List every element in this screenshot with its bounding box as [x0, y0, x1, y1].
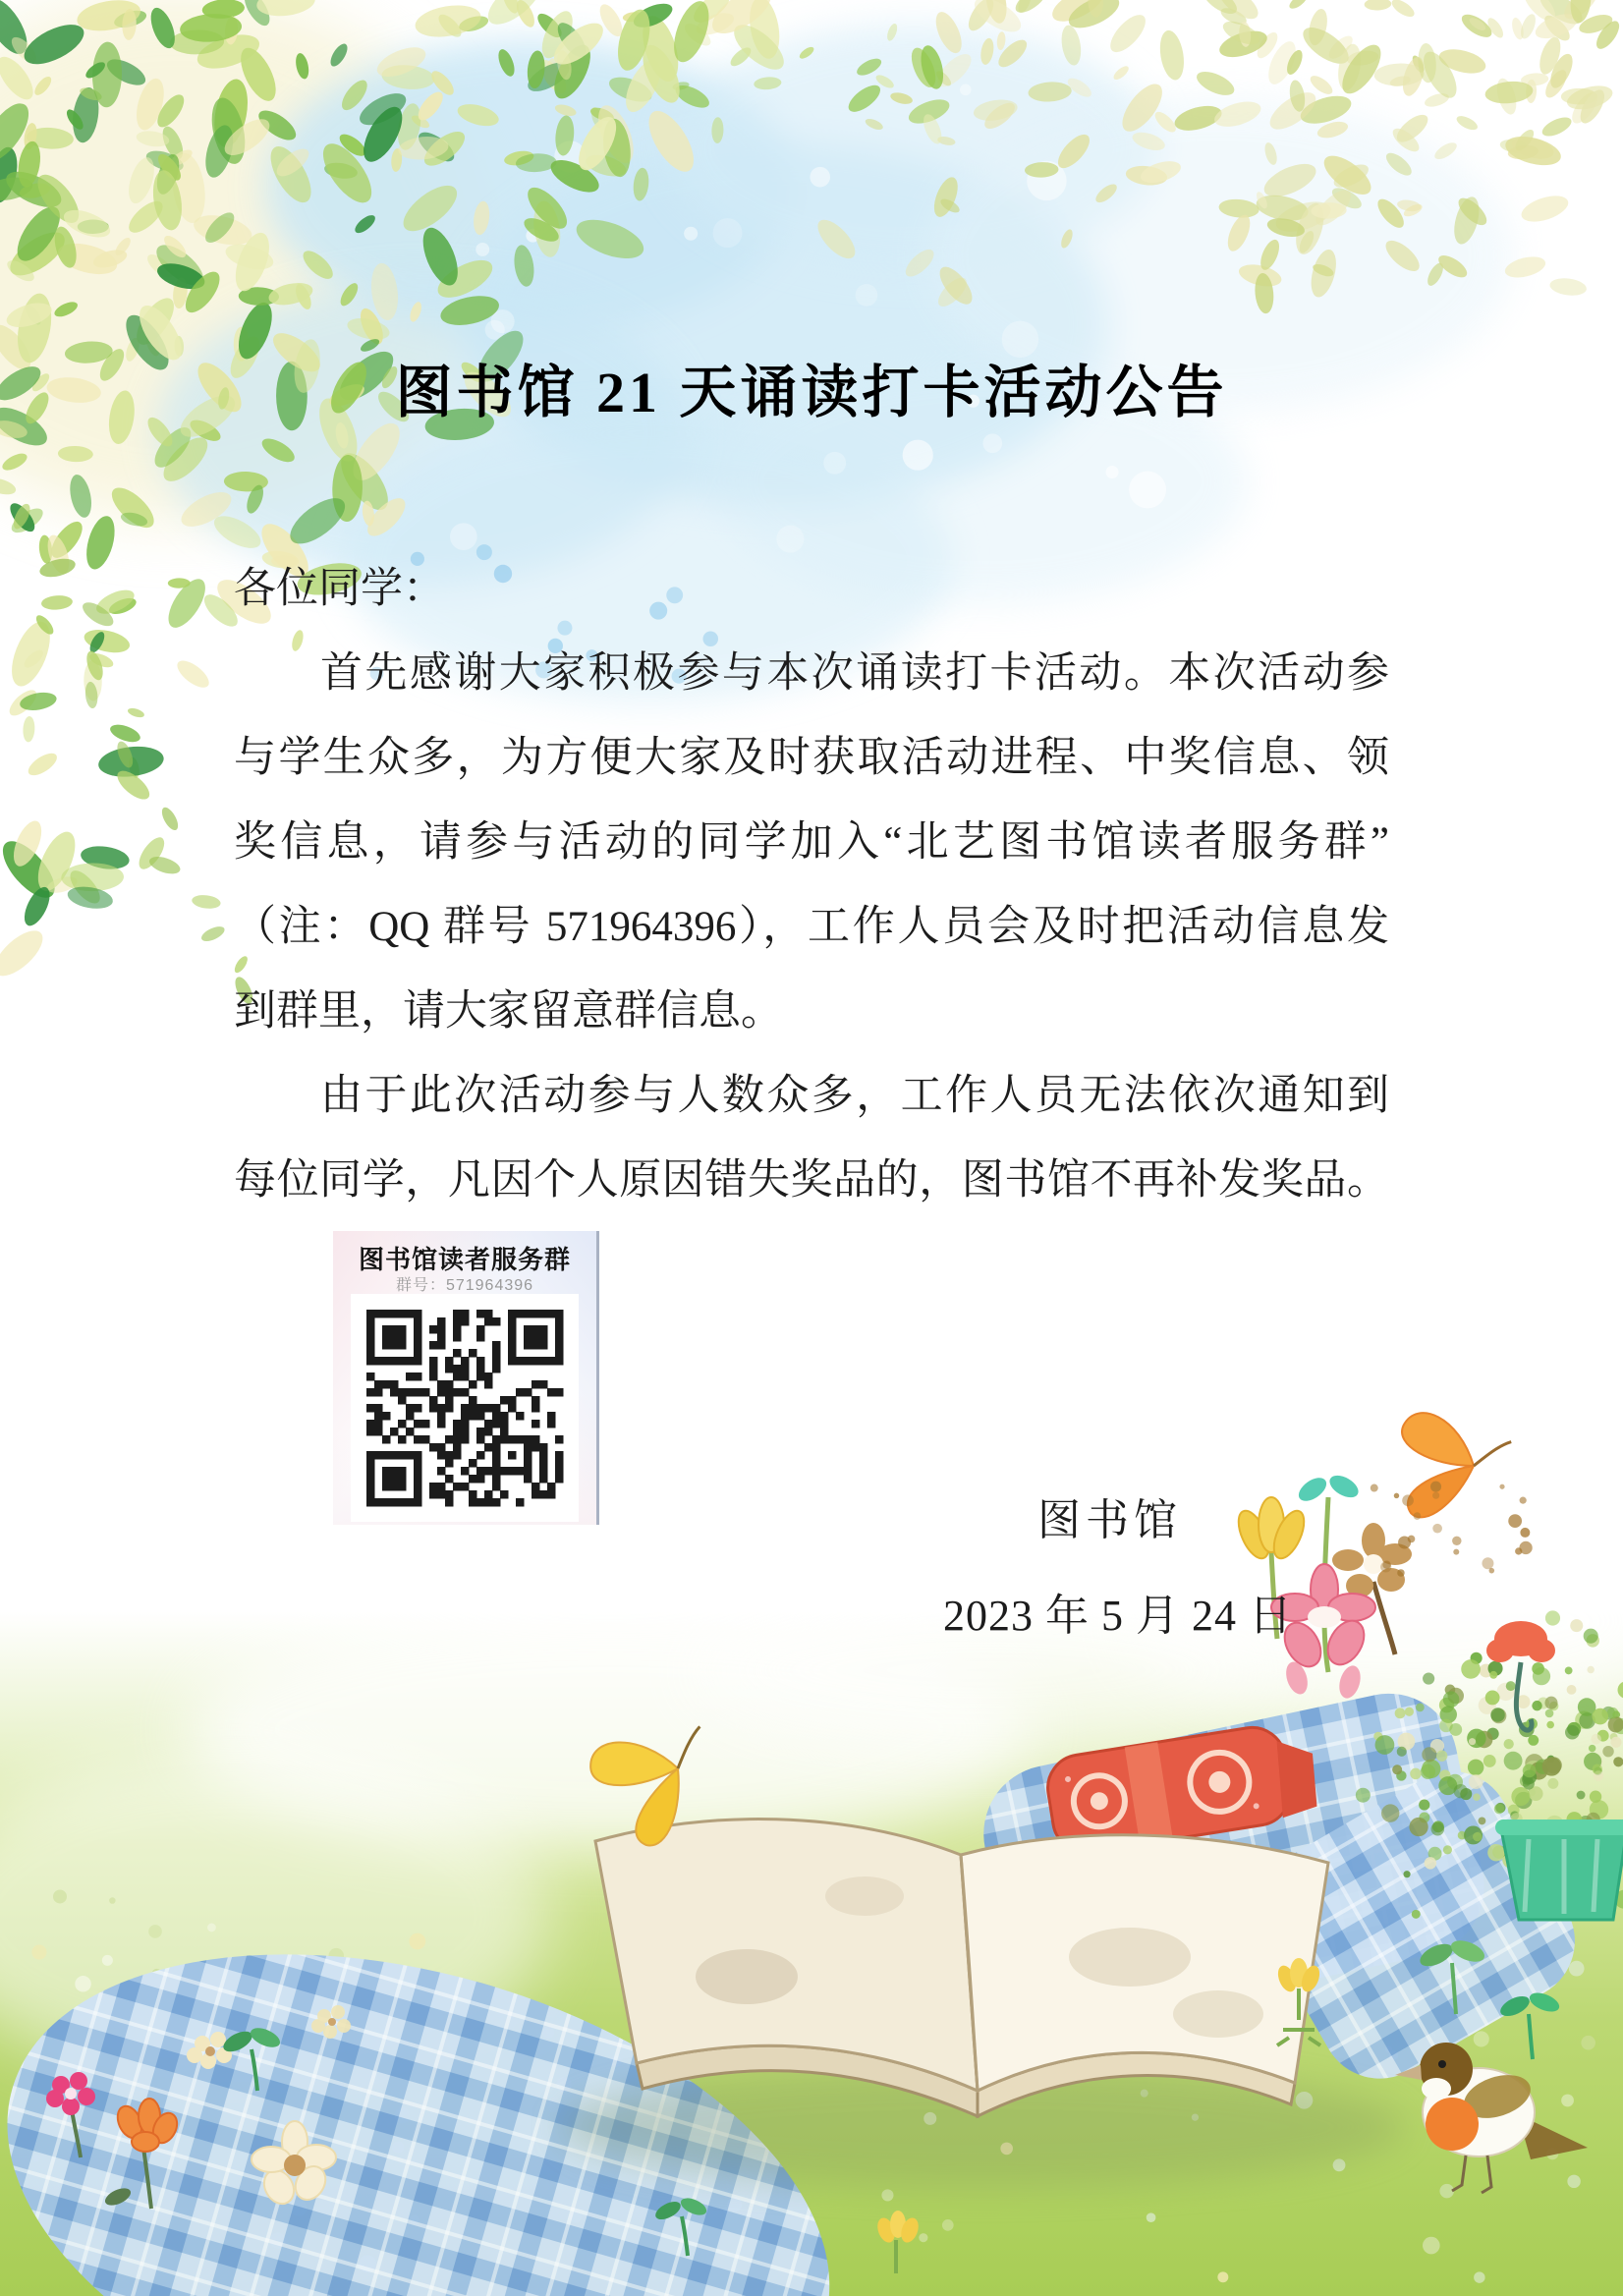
open-book-illustration: [560, 1820, 1405, 2188]
body-line-6: 由于此次活动参与人数众多，工作人员无法依次通知到: [320, 1073, 1389, 1119]
body-line-2: 与学生众多，为方便大家及时获取活动进程、中奖信息、领: [234, 735, 1389, 781]
body-line-3: 奖信息，请参与活动的同学加入“北艺图书馆读者服务群”: [234, 819, 1389, 866]
salutation-line: 各位同学：: [234, 566, 445, 612]
qq-group-card-title: 图书馆读者服务群: [358, 1245, 571, 1274]
qq-group-number-label: 群号：571964396: [395, 1277, 534, 1294]
orange-butterfly-icon: [1380, 1408, 1513, 1537]
body-line-5: 到群里，请大家留意群信息。: [234, 988, 783, 1035]
signature: 图书馆: [1037, 1496, 1182, 1544]
qq-group-qr-code: [351, 1294, 579, 1522]
body-line-1: 首先感谢大家积极参与本次诵读打卡活动。本次活动参: [320, 650, 1389, 697]
document-title: 图书馆 21 天诵读打卡活动公告: [395, 361, 1228, 424]
body-line-7: 每位同学，凡因个人原因错失奖品的，图书馆不再补发奖品。: [234, 1157, 1389, 1204]
date-line: 2023 年 5 月 24 日: [943, 1592, 1293, 1640]
body-line-4: （注：QQ 群号 571964396），工作人员会及时把活动信息发: [234, 904, 1389, 950]
qq-group-card: [333, 1231, 599, 1525]
